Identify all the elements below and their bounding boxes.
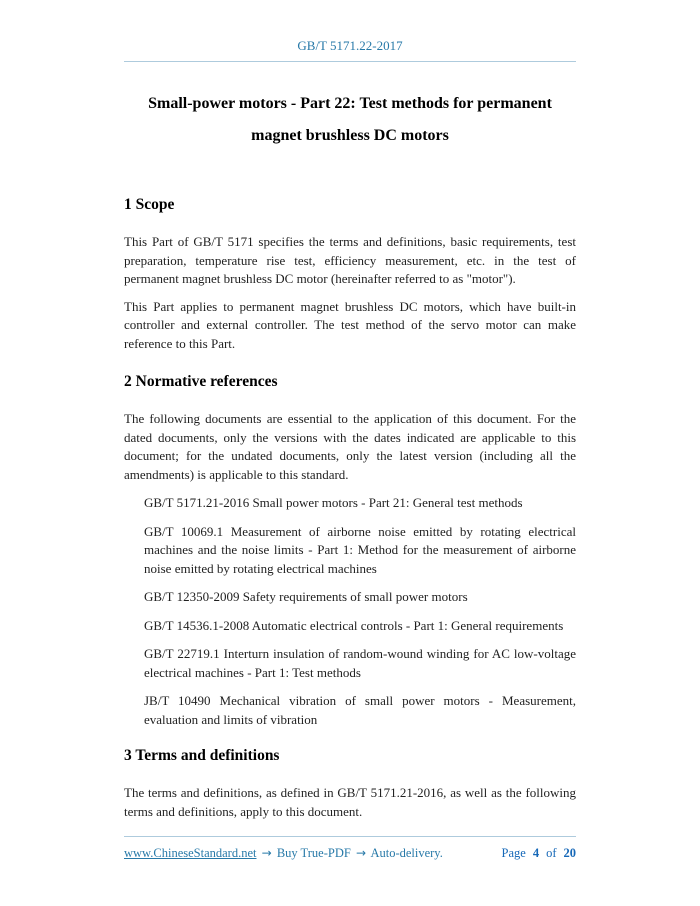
standard-number: GB/T 5171.22-2017 bbox=[297, 38, 403, 53]
right-arrow-icon: → bbox=[261, 846, 272, 860]
terms-paragraph: The terms and definitions, as defined in GB/T 5171.21-2016, as well as the following terms and definitions, apply to this document. bbox=[124, 785, 576, 819]
section-heading-terms-and-definitions: 3 Terms and definitions bbox=[124, 747, 280, 764]
document-title-line-2: magnet brushless DC motors bbox=[251, 127, 449, 144]
page-indicator bbox=[502, 846, 576, 861]
reference-item-4: GB/T 14536.1-2008 Automatic electrical controls - Part 1: General requirements bbox=[144, 617, 564, 633]
page-content bbox=[0, 38, 700, 821]
normative-references-paragraph: The following documents are essential to the application of this document. For the dated documents, only the versions with the dates indicated are applicable to this document; for the undated documents, only the latest version (including all the amendments) is applicable to this standard. bbox=[124, 411, 576, 482]
footer-divider bbox=[124, 836, 576, 837]
reference-item-5: GB/T 22719.1 Interturn insulation of random-wound winding for AC low-voltage electrical machines - Part 1: Test methods bbox=[144, 646, 576, 680]
page-of-label: of bbox=[546, 846, 557, 860]
header-divider bbox=[124, 61, 576, 62]
page-label: Page bbox=[501, 846, 526, 860]
scope-paragraph-2: This Part applies to permanent magnet brushless DC motors, which have built-in controller and external controller. The test method of the servo motor can make reference to this Part. bbox=[124, 298, 576, 351]
page-total: 20 bbox=[563, 846, 576, 860]
footer-source-line bbox=[124, 846, 443, 861]
document-title bbox=[124, 88, 576, 152]
section-heading-scope: 1 Scope bbox=[124, 196, 175, 213]
reference-item-2: GB/T 10069.1 Measurement of airborne noise emitted by rotating electrical machines and the noise limits - Part 1: Method for the measurement of airborne noise emitted by rotating electrical machines bbox=[144, 523, 576, 576]
footer-delivery-label: Auto-delivery. bbox=[370, 846, 443, 860]
right-arrow-icon: → bbox=[355, 846, 366, 860]
reference-item-1: GB/T 5171.21-2016 Small power motors - Part 21: General test methods bbox=[144, 495, 523, 510]
scope-paragraph-1: This Part of GB/T 5171 specifies the terms and definitions, basic requirements, test preparation, temperature rise test, efficiency measurement, etc. in the test of permanent magnet brushless DC motor (hereinafter referred to as "motor"). bbox=[124, 234, 576, 286]
section-heading-normative-references: 2 Normative references bbox=[124, 373, 278, 390]
reference-item-6: JB/T 10490 Mechanical vibration of small power motors - Measurement, evaluation and limits of vibration bbox=[144, 693, 576, 727]
chinesestandard-link[interactable]: www.ChineseStandard.net bbox=[124, 846, 257, 860]
document-title-line-1: Small-power motors - Part 22: Test methods for permanent bbox=[148, 95, 552, 112]
reference-item-3: GB/T 12350-2009 Safety requirements of small power motors bbox=[144, 589, 468, 604]
page-footer bbox=[124, 836, 576, 861]
footer-buy-label: Buy True-PDF bbox=[276, 846, 351, 860]
page-current: 4 bbox=[532, 846, 540, 860]
